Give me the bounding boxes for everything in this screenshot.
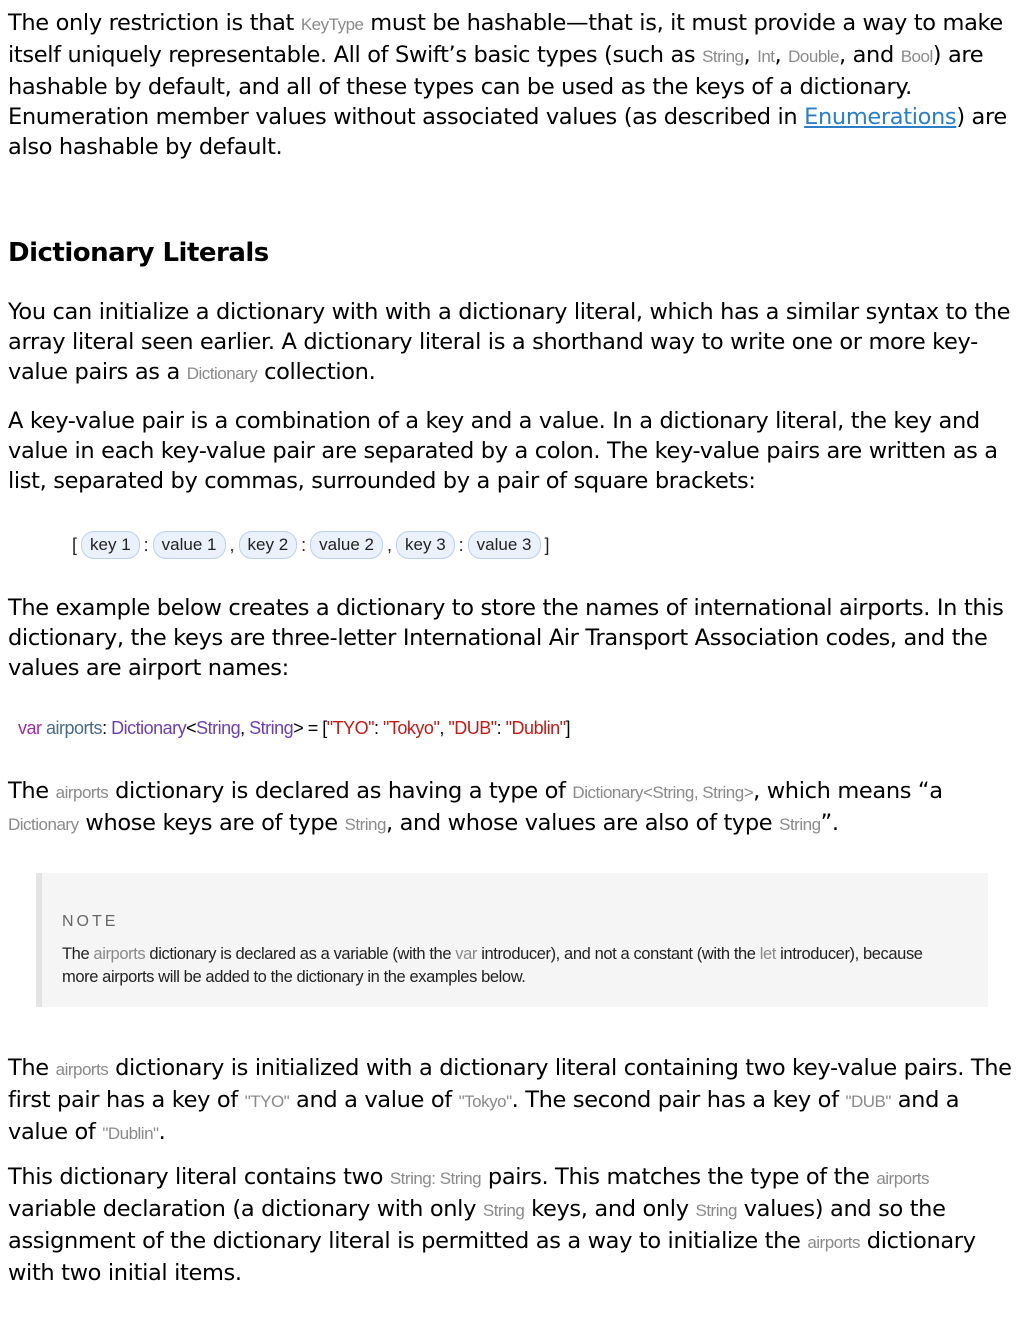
inline-code: String <box>344 815 386 834</box>
syntax-key-3: key 3 <box>396 531 455 559</box>
syntax-value-2: value 2 <box>310 531 383 559</box>
inline-code: String <box>482 1201 525 1220</box>
note-title: NOTE <box>62 913 119 930</box>
inline-code: airports <box>55 783 109 802</box>
paragraph-hashable: The only restriction is that KeyType must be hashable—that is, it must provide a way to make itself uniquely representable. All of Swift’s basic types (such as String, Int, Double, and Bool) are hashable by default, and all of these types can be used as the keys of a dictionary. Enumeration member values without associated values (as described in Enumerations) are also hashable by default. <box>8 10 1007 160</box>
inline-code: Dictionary <box>186 364 258 383</box>
inline-code: airports <box>876 1169 930 1188</box>
enumerations-link[interactable]: Enumerations <box>804 104 957 130</box>
syntax-diagram <box>70 530 552 560</box>
inline-code: String: String <box>389 1169 482 1188</box>
code-string: "TYO" <box>326 718 375 738</box>
syntax-value-1: value 1 <box>153 531 226 559</box>
inline-code: String <box>702 47 744 66</box>
code-keyword: var <box>18 718 42 738</box>
inline-code: String <box>779 815 821 834</box>
note-text: The airports dictionary is declared as a variable (with the var introducer), and not a constant (with the let introducer), because more airports will be added to the dictionary in the examples below. <box>62 945 923 986</box>
open-bracket: [ <box>72 534 78 555</box>
paragraph-type-match: This dictionary literal contains two String: String pairs. This matches the type of the airports variable declaration (a dictionary with only String keys, and only String values) and so the assignment of the dictionary literal is permitted as a way to initialize the airports dictionary with two initial items. <box>8 1164 976 1286</box>
code-type: String <box>249 718 294 738</box>
inline-code: KeyType <box>300 15 364 34</box>
paragraph-example-airports: The example below creates a dictionary to store the names of international airports. In this dictionary, the keys are three-letter International Air Transport Association codes, and the values are airport names: <box>8 595 1004 681</box>
inline-code: airports <box>55 1060 109 1079</box>
code-type: String <box>196 718 241 738</box>
code-identifier: airports <box>46 718 103 738</box>
inline-code: "DUB" <box>845 1092 891 1111</box>
inline-code: "Dublin" <box>102 1124 159 1143</box>
inline-code: Dictionary<String, String> <box>572 783 754 802</box>
syntax-key-1: key 1 <box>81 531 140 559</box>
inline-code: "Tokyo" <box>458 1092 512 1111</box>
syntax-value-3: value 3 <box>468 531 541 559</box>
code-string: "Dublin" <box>505 718 566 738</box>
syntax-comma: , <box>229 534 235 555</box>
inline-code: String <box>695 1201 737 1220</box>
paragraph-dictionary-literal-intro: You can initialize a dictionary with with a dictionary literal, which has a similar syntax to the array literal seen earlier. A dictionary literal is a shorthand way to write one or more key-value pairs as a Dictionary collection. <box>8 299 1011 385</box>
code-string: "DUB" <box>448 718 497 738</box>
inline-code: Bool <box>900 47 933 66</box>
code-type: Dictionary <box>111 718 187 738</box>
syntax-key-2: key 2 <box>239 531 298 559</box>
syntax-colon: : <box>143 534 149 555</box>
paragraph-key-value-pair: A key-value pair is a combination of a key and a value. In a dictionary literal, the key and value in each key-value pair are separated by a colon. The key-value pairs are written as a list, separated by commas, surrounded by a pair of square brackets: <box>8 408 998 494</box>
inline-code: airports <box>807 1233 860 1252</box>
inline-code: "TYO" <box>244 1092 290 1111</box>
code-listing: var airports: Dictionary<String, String> = ["TYO": "Tokyo", "DUB": "Dublin"] <box>18 718 570 738</box>
syntax-colon: : <box>458 534 464 555</box>
inline-code: airports <box>93 945 146 963</box>
note-box <box>36 873 988 1007</box>
syntax-comma: , <box>387 534 393 555</box>
section-heading: Dictionary Literals <box>8 238 269 268</box>
inline-code: Int <box>757 47 775 66</box>
close-bracket: ] <box>544 534 550 555</box>
syntax-colon: : <box>301 534 307 555</box>
paragraph-initialization: The airports dictionary is initialized with a dictionary literal containing two key-value pairs. The first pair has a key of "TYO" and a value of "Tokyo". The second pair has a key of "DUB" and a value of "Dublin". <box>8 1055 1012 1145</box>
inline-code: Double <box>788 47 840 66</box>
code-string: "Tokyo" <box>383 718 440 738</box>
inline-code: let <box>759 945 776 963</box>
inline-code: Dictionary <box>8 815 79 834</box>
paragraph-type-declaration: The airports dictionary is declared as having a type of Dictionary<String, String>, which means “a Dictionary whose keys are of type String, and whose values are also of type String”. <box>8 778 943 836</box>
inline-code: var <box>455 945 478 963</box>
